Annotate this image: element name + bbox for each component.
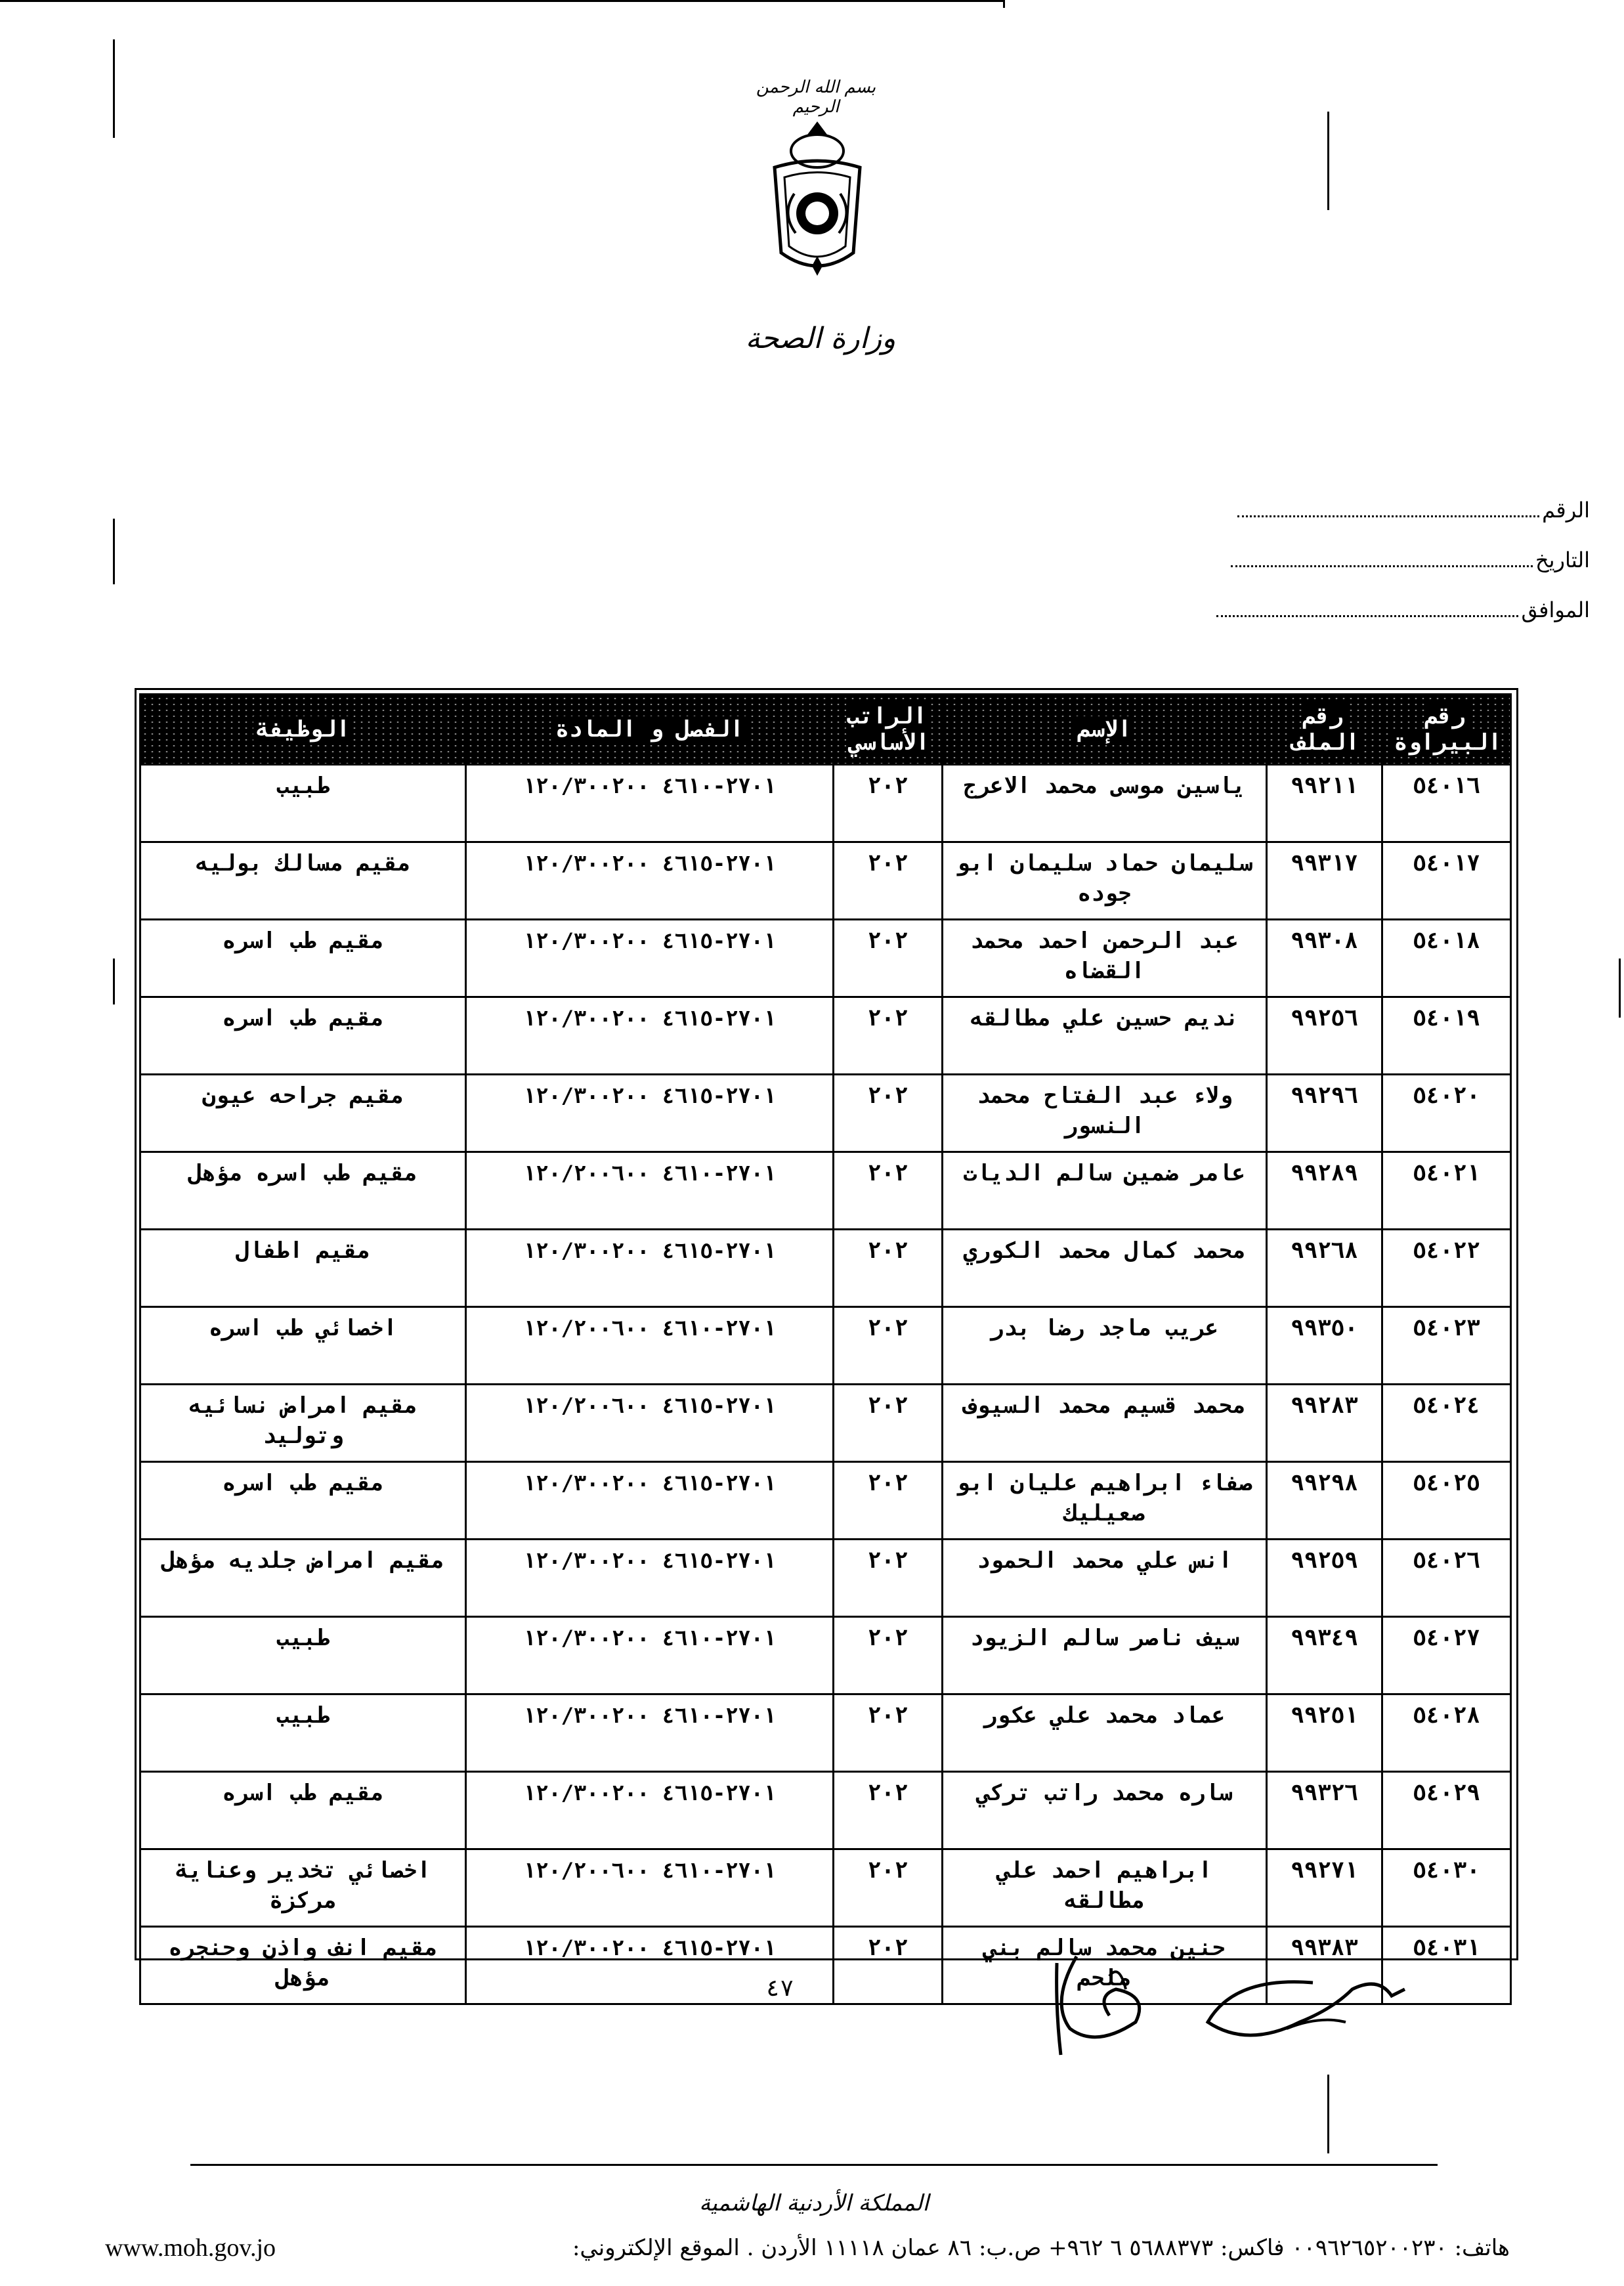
cell-seq: ٥٤٠٢٩ — [1382, 1772, 1511, 1849]
cell-code: ٢٧٠١-٤٦١٥ ١٢٠/٣٠٠٢٠٠ — [466, 1462, 834, 1540]
cell-code: ٢٧٠١-٤٦١٥ ١٢٠/٢٠٠٦٠٠ — [466, 1385, 834, 1462]
cell-name: عبد الرحمن احمد محمد القضاه — [943, 920, 1267, 997]
table-row — [140, 1694, 1511, 1772]
cell-seq: ٥٤٠٢٣ — [1382, 1307, 1511, 1385]
cell-code: ٢٧٠١-٤٦١٥ ١٢٠/٣٠٠٢٠٠ — [466, 1772, 834, 1849]
cell-name: صفاء ابراهيم عليان ابو صعيليك — [943, 1462, 1267, 1540]
cell-file: ٩٩٢٩٦ — [1267, 1075, 1382, 1152]
cell-name: ياسين موسى محمد الاعرج — [943, 765, 1267, 842]
cell-file: ٩٩٣٥٠ — [1267, 1307, 1382, 1385]
table-row — [140, 920, 1511, 997]
cell-file: ٩٩٢٨٣ — [1267, 1385, 1382, 1462]
corresponding-date-label: الموافق — [1521, 597, 1590, 622]
cell-salary: ٢٠٢ — [834, 842, 943, 920]
cell-salary: ٢٠٢ — [834, 1152, 943, 1230]
basmala-text: بسم الله الرحمن الرحيم — [756, 77, 876, 117]
page-number: ٤٧ — [765, 1975, 794, 2002]
cell-seq: ٥٤٠١٩ — [1382, 997, 1511, 1075]
ministry-name: وزارة الصحة — [745, 322, 896, 355]
cell-seq: ٥٤٠٢٠ — [1382, 1075, 1511, 1152]
cell-job: اخصائي تخدير وعناية مركزة — [140, 1849, 466, 1927]
cell-file: ٩٩٢٦٨ — [1267, 1230, 1382, 1307]
cell-name: محمد قسيم محمد السيوف — [943, 1385, 1267, 1462]
cell-salary: ٢٠٢ — [834, 997, 943, 1075]
cell-code: ٢٧٠١-٤٦١٥ ١٢٠/٣٠٠٢٠٠ — [466, 920, 834, 997]
cell-seq: ٥٤٠١٧ — [1382, 842, 1511, 920]
contact-details: هاتف: ٠٠٩٦٢٦٥٢٠٠٢٣٠ فاكس: ٥٦٨٨٣٧٣ ٦ ٩٦٢+ ص.ب: ٨٦ عمان ١١١١٨ الأردن . الموقع الإلكتروني: — [572, 2235, 1510, 2261]
date-line — [1231, 565, 1533, 567]
cell-code: ٢٧٠١-٤٦١٠ ١٢٠/٢٠٠٦٠٠ — [466, 1307, 834, 1385]
cell-job: مقيم طب اسره — [140, 1462, 466, 1540]
cell-seq: ٥٤٠٢٦ — [1382, 1540, 1511, 1617]
cell-name: ولاء عبد الفتاح محمد النسور — [943, 1075, 1267, 1152]
cell-job: مقيم امراض نسائيه وتوليد — [140, 1385, 466, 1462]
table-row — [140, 1849, 1511, 1927]
cell-job: مقيم اطفال — [140, 1230, 466, 1307]
table-row — [140, 1540, 1511, 1617]
footer-rule — [190, 2164, 1438, 2166]
handwritten-signature — [1037, 1950, 1418, 2075]
cell-salary: ٢٠٢ — [834, 1230, 943, 1307]
cell-salary: ٢٠٢ — [834, 1307, 943, 1385]
table-row — [140, 1617, 1511, 1694]
cell-seq: ٥٤٠١٦ — [1382, 765, 1511, 842]
header-file: رقم الملف — [1267, 695, 1382, 765]
top-right-vertical-line — [1003, 0, 1005, 8]
cell-code: ٢٧٠١-٤٦١٠ ١٢٠/٣٠٠٢٠٠ — [466, 765, 834, 842]
cell-job: مقيم طب اسره — [140, 1772, 466, 1849]
cell-code: ٢٧٠١-٤٦١٥ ١٢٠/٣٠٠٢٠٠ — [466, 1230, 834, 1307]
table-row — [140, 842, 1511, 920]
cell-seq: ٥٤٠٢١ — [1382, 1152, 1511, 1230]
table-row — [140, 1772, 1511, 1849]
cell-file: ٩٩٢١١ — [1267, 765, 1382, 842]
cell-salary: ٢٠٢ — [834, 1385, 943, 1462]
cell-code: ٢٧٠١-٤٦١٠ ١٢٠/٢٠٠٦٠٠ — [466, 1849, 834, 1927]
right-margin-mark — [1327, 2075, 1329, 2153]
header-seq: رقم البيراوة — [1382, 695, 1511, 765]
top-border-line — [0, 0, 1004, 2]
cell-job: مقيم امراض جلديه مؤهل — [140, 1540, 466, 1617]
cell-salary: ٢٠٢ — [834, 1772, 943, 1849]
table-row — [140, 1385, 1511, 1462]
cell-job: طبيب — [140, 1694, 466, 1772]
date-row — [1130, 523, 1590, 572]
left-margin-mark — [113, 959, 115, 1004]
footer-contact — [105, 2233, 1510, 2262]
cell-file: ٩٩٣٨٣ — [1267, 1927, 1382, 2004]
cell-salary: ٢٠٢ — [834, 765, 943, 842]
table-row — [140, 1230, 1511, 1307]
cell-job: طبيب — [140, 765, 466, 842]
cell-file: ٩٩٢٥٩ — [1267, 1540, 1382, 1617]
cell-name: عماد محمد علي عكور — [943, 1694, 1267, 1772]
cell-seq: ٥٤٠٢٨ — [1382, 1694, 1511, 1772]
cell-file: ٩٩٣١٧ — [1267, 842, 1382, 920]
cell-job: اخصائي طب اسره — [140, 1307, 466, 1385]
cell-salary: ٢٠٢ — [834, 1694, 943, 1772]
cell-code: ٢٧٠١-٤٦١٥ ١٢٠/٣٠٠٢٠٠ — [466, 1075, 834, 1152]
cell-name: سيف ناصر سالم الزيود — [943, 1617, 1267, 1694]
cell-seq: ٥٤٠٢٥ — [1382, 1462, 1511, 1540]
table-row — [140, 1462, 1511, 1540]
coat-of-arms-icon — [755, 115, 880, 286]
cell-salary: ٢٠٢ — [834, 1540, 943, 1617]
cell-salary: ٢٠٢ — [834, 1927, 943, 2004]
reference-fields — [1130, 473, 1590, 622]
cell-file: ٩٩٢٨٩ — [1267, 1152, 1382, 1230]
cell-salary: ٢٠٢ — [834, 1617, 943, 1694]
cell-job: مقيم انف واذن وحنجره مؤهل — [140, 1927, 466, 2004]
header-code: الفصل و المادة — [466, 695, 834, 765]
cell-salary: ٢٠٢ — [834, 920, 943, 997]
table-row — [140, 1152, 1511, 1230]
cell-file: ٩٩٢٩٨ — [1267, 1462, 1382, 1540]
cell-file: ٩٩٢٥٦ — [1267, 997, 1382, 1075]
right-margin-mark — [1619, 959, 1621, 1018]
table-body — [140, 765, 1511, 2004]
cell-code: ٢٧٠١-٤٦١٥ ١٢٠/٣٠٠٢٠٠ — [466, 1927, 834, 2004]
cell-seq: ٥٤٠٣١ — [1382, 1927, 1511, 2004]
cell-name: حنين محمد سالم بني ملحم — [943, 1927, 1267, 2004]
cell-job: مقيم جراحه عيون — [140, 1075, 466, 1152]
cell-code: ٢٧٠١-٤٦١٠ ١٢٠/٢٠٠٦٠٠ — [466, 1152, 834, 1230]
employee-table — [139, 693, 1512, 2005]
cell-seq: ٥٤٠٢٧ — [1382, 1617, 1511, 1694]
table-row — [140, 765, 1511, 842]
cell-name: سليمان حماد سليمان ابو جوده — [943, 842, 1267, 920]
cell-name: عريب ماجد رضا بدر — [943, 1307, 1267, 1385]
cell-salary: ٢٠٢ — [834, 1075, 943, 1152]
cell-job: مقيم طب اسره مؤهل — [140, 1152, 466, 1230]
kingdom-name: المملكة الأردنية الهاشمية — [699, 2190, 929, 2216]
corresponding-date-row — [1130, 572, 1590, 622]
table-row — [140, 1307, 1511, 1385]
date-label: التاريخ — [1535, 548, 1590, 572]
table-row — [140, 997, 1511, 1075]
cell-name: ساره محمد راتب تركي — [943, 1772, 1267, 1849]
reference-number-row — [1130, 473, 1590, 523]
cell-file: ٩٩٣٢٦ — [1267, 1772, 1382, 1849]
cell-file: ٩٩٣٠٨ — [1267, 920, 1382, 997]
cell-job: مقيم مسالك بوليه — [140, 842, 466, 920]
website-link[interactable]: www.moh.gov.jo — [105, 2234, 276, 2262]
cell-job: مقيم طب اسره — [140, 920, 466, 997]
cell-seq: ٥٤٠٢٢ — [1382, 1230, 1511, 1307]
cell-name: نديم حسين علي مطالقه — [943, 997, 1267, 1075]
cell-seq: ٥٤٠٣٠ — [1382, 1849, 1511, 1927]
right-margin-mark — [1327, 112, 1329, 210]
cell-code: ٢٧٠١-٤٦١٥ ١٢٠/٣٠٠٢٠٠ — [466, 997, 834, 1075]
corresponding-date-line — [1216, 615, 1518, 617]
cell-file: ٩٩٢٥١ — [1267, 1694, 1382, 1772]
cell-name: انس علي محمد الحمود — [943, 1540, 1267, 1617]
cell-job: مقيم طب اسره — [140, 997, 466, 1075]
reference-number-line — [1237, 515, 1539, 517]
cell-code: ٢٧٠١-٤٦١٠ ١٢٠/٣٠٠٢٠٠ — [466, 1617, 834, 1694]
cell-seq: ٥٤٠١٨ — [1382, 920, 1511, 997]
cell-name: محمد كمال محمد الكوري — [943, 1230, 1267, 1307]
table-header-row — [140, 695, 1511, 765]
cell-name: عامر ضمين سالم الديات — [943, 1152, 1267, 1230]
reference-number-label: الرقم — [1542, 498, 1590, 523]
header-job: الوظيفة — [140, 695, 466, 765]
table-row — [140, 1075, 1511, 1152]
cell-seq: ٥٤٠٢٤ — [1382, 1385, 1511, 1462]
cell-code: ٢٧٠١-٤٦١٥ ١٢٠/٣٠٠٢٠٠ — [466, 1540, 834, 1617]
left-margin-mark — [113, 519, 115, 584]
header-name: الإسم — [943, 695, 1267, 765]
cell-code: ٢٧٠١-٤٦١٠ ١٢٠/٣٠٠٢٠٠ — [466, 1694, 834, 1772]
cell-salary: ٢٠٢ — [834, 1849, 943, 1927]
cell-file: ٩٩٣٤٩ — [1267, 1617, 1382, 1694]
cell-name: ابراهيم احمد علي مطالقه — [943, 1849, 1267, 1927]
cell-file: ٩٩٢٧١ — [1267, 1849, 1382, 1927]
left-margin-mark — [113, 39, 115, 138]
cell-job: طبيب — [140, 1617, 466, 1694]
cell-salary: ٢٠٢ — [834, 1462, 943, 1540]
header-salary: الراتب الأساسي — [834, 695, 943, 765]
cell-code: ٢٧٠١-٤٦١٥ ١٢٠/٣٠٠٢٠٠ — [466, 842, 834, 920]
